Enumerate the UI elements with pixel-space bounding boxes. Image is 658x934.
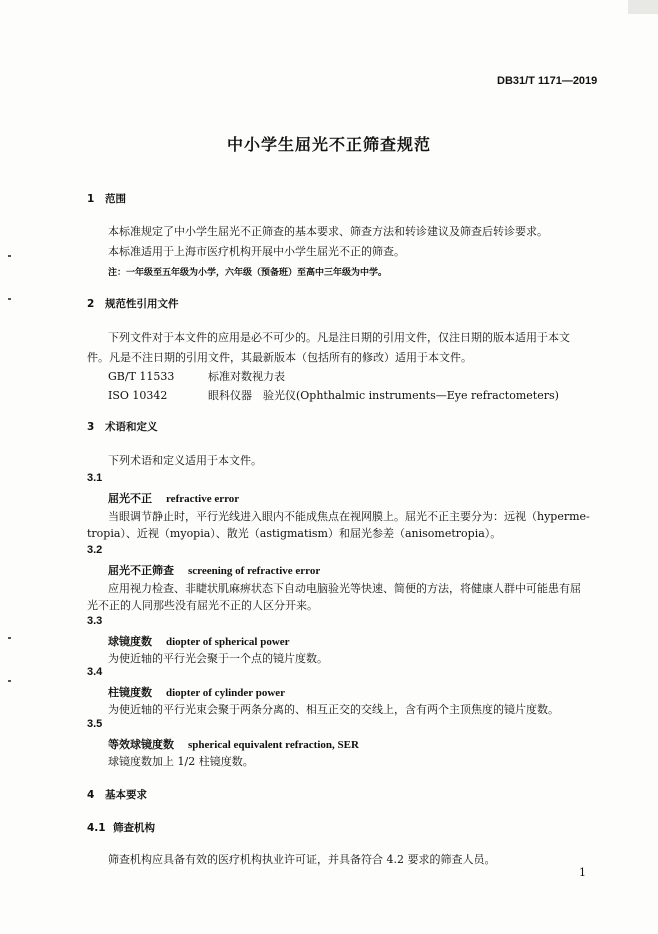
paragraph: 件。凡是不注日期的引用文件，其最新版本（包括所有的修改）适用于本文件。 <box>87 351 472 364</box>
subsection-4-1-heading <box>87 820 155 835</box>
section-title: 基本要求 <box>105 789 147 801</box>
term-definition: tropia）、近视（myopia）、散光（astigmatism）和屈光参差（anisometropia）。 <box>87 527 502 540</box>
note: 注：一年级至五年级为小学，六年级（预备班）至高中三年级为中学。 <box>108 268 388 278</box>
section-2-heading <box>87 296 179 311</box>
term-zh: 等效球镜度数 <box>108 738 174 751</box>
reference-title: 眼科仪器 验光仪(Ophthalmic instruments—Eye refractometers) <box>208 389 559 402</box>
term-definition: 球镜度数加上 1/2 柱镜度数。 <box>108 755 254 768</box>
scan-mark <box>8 637 11 639</box>
paragraph: 本标准规定了中小学生屈光不正筛查的基本要求、筛查方法和转诊建议及筛查后转诊要求。 <box>108 225 548 238</box>
term-zh: 屈光不正筛查 <box>108 564 174 577</box>
term-number: 3.5 <box>87 718 103 730</box>
term-heading <box>108 684 285 700</box>
term-number: 3.1 <box>87 472 103 484</box>
reference-title: 标准对数视力表 <box>208 370 285 383</box>
term-definition: 为使近轴的平行光束会聚于两条分离的、相互正交的交线上，含有两个主顶焦度的镜片度数。 <box>108 703 559 716</box>
paragraph: 下列文件对于本文件的应用是必不可少的。凡是注日期的引用文件，仅注日期的版本适用于本文 <box>108 331 570 344</box>
subsection-title: 筛查机构 <box>113 822 155 834</box>
section-number: 1 <box>87 193 95 205</box>
scan-mark <box>8 680 11 682</box>
section-3-heading <box>87 419 158 434</box>
reference-item <box>108 387 559 403</box>
subsection-number: 4.1 <box>87 822 106 834</box>
section-title: 范围 <box>105 193 126 205</box>
section-title: 术语和定义 <box>105 421 158 433</box>
page-number: 1 <box>579 866 586 879</box>
paragraph: 下列术语和定义适用于本文件。 <box>108 454 262 467</box>
section-1-heading <box>87 191 126 206</box>
term-en: diopter of spherical power <box>166 636 290 648</box>
term-en: screening of refractive error <box>188 565 321 577</box>
term-definition: 光不正的人同那些没有屈光不正的人区分开来。 <box>87 599 318 612</box>
term-zh: 球镜度数 <box>108 635 152 648</box>
term-number: 3.3 <box>87 615 103 627</box>
scan-edge <box>628 0 658 14</box>
term-en: spherical equivalent refraction, SER <box>188 739 359 751</box>
section-number: 3 <box>87 421 95 433</box>
term-en: refractive error <box>166 493 240 505</box>
term-number: 3.2 <box>87 544 103 556</box>
scan-mark <box>8 298 11 300</box>
term-definition: 当眼调节静止时，平行光线进入眼内不能成焦点在视网膜上。屈光不正主要分为：远视（hyperme- <box>108 510 590 523</box>
term-heading <box>108 633 290 649</box>
section-4-heading <box>87 787 147 802</box>
term-en: diopter of cylinder power <box>166 687 286 699</box>
page-title: 中小学生屈光不正筛查规范 <box>226 135 431 154</box>
term-definition: 应用视力检查、非睫状肌麻痹状态下自动电脑验光等快速、简便的方法，将健康人群中可能患有屈 <box>108 582 581 595</box>
section-number: 2 <box>87 298 95 310</box>
scan-mark <box>8 255 11 257</box>
section-title: 规范性引用文件 <box>105 298 179 310</box>
term-definition: 为使近轴的平行光会聚于一个点的镜片度数。 <box>108 652 328 665</box>
reference-code: ISO 10342 <box>108 389 168 402</box>
term-number: 3.4 <box>87 666 103 678</box>
term-zh: 屈光不正 <box>108 492 152 505</box>
document-code: DB31/T 1171—2019 <box>497 75 598 87</box>
term-heading <box>108 562 320 578</box>
term-heading <box>108 736 359 752</box>
paragraph: 本标准适用于上海市医疗机构开展中小学生屈光不正的筛查。 <box>108 245 405 258</box>
paragraph: 筛查机构应具备有效的医疗机构执业许可证，并具备符合 4.2 要求的筛查人员。 <box>108 853 496 866</box>
reference-item <box>108 368 285 384</box>
section-number: 4 <box>87 789 95 801</box>
term-heading <box>108 490 239 506</box>
term-zh: 柱镜度数 <box>108 686 152 699</box>
reference-code: GB/T 11533 <box>108 370 175 383</box>
